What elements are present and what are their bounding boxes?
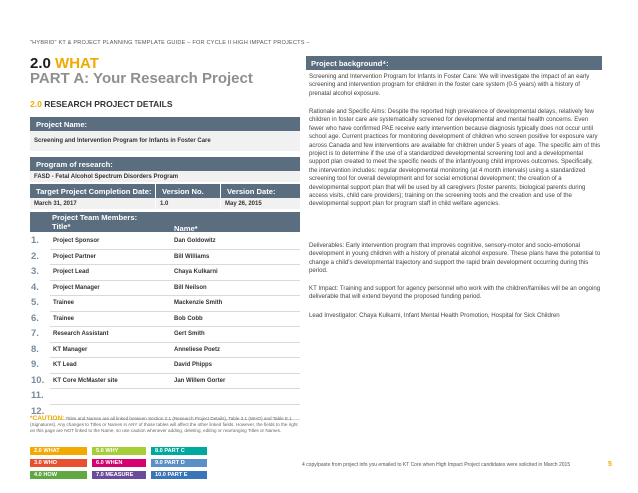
caution-text: Titles and Names are all linked between Section 2.1 (Research Project Details), Table 3.1 (WHO) and Table E.1 (Signatures). Any changes to Titles or Names in ANY of those tables will affect the other linked fields. However, the fields to the right on this page are NOT linked to the Name, so use caution whenever adding, deleting, editing or rearranging Titles or Names. (30, 416, 298, 433)
team-row-number: 7. (31, 328, 39, 339)
team-member-name[interactable]: Bob Cobb (174, 315, 203, 322)
team-header-label: Project Team Members: (52, 213, 138, 222)
section-title: RESEARCH PROJECT DETAILS (44, 99, 173, 109)
program-field[interactable]: FASD - Fetal Alcohol Spectrum Disorders Program (30, 171, 300, 183)
background-paragraph-5: Lead Investigator: Chaya Kulkarni, Infant Mental Health Promotion, Hospital for Sick Children (309, 312, 560, 319)
footnote: 4 copy/paste from project info you emailed to KT Core when High Impact Project candidates were solicited in March 2015 (302, 462, 571, 468)
nav-button[interactable]: 3.0 WHO (30, 459, 87, 467)
team-member-name[interactable]: Jan Willem Gorter (174, 377, 226, 384)
title-number: 2.0 (30, 55, 51, 72)
team-member-title[interactable]: KT Core McMaster site (53, 377, 118, 384)
nav-button[interactable]: 5.0 WHY (92, 447, 146, 455)
team-row-number: 2. (31, 250, 39, 262)
section-heading (30, 99, 173, 109)
team-member-name[interactable]: Chaya Kulkarni (174, 269, 218, 275)
team-member-name[interactable]: Bill Neilson (174, 284, 207, 291)
background-paragraph-4: KT Impact: Training and support for agency personnel who work with the children/families will be an ongoing deliverable that will extend beyond the proposed funding period. (309, 285, 601, 301)
completion-date-label: Target Project Completion Date: (30, 184, 155, 198)
nav-button[interactable]: 9.0 PART D (151, 459, 207, 467)
page-subtitle: PART A: Your Research Project (30, 70, 253, 87)
team-header (30, 212, 300, 232)
team-row-number: 4. (31, 281, 39, 293)
row-divider (50, 249, 300, 250)
team-member-title[interactable]: KT Manager (53, 346, 88, 353)
project-background-label: Project background⁴: (306, 56, 602, 70)
nav-button[interactable]: 7.0 MEASURE (92, 471, 146, 479)
row-divider (50, 326, 300, 327)
row-divider (50, 264, 300, 265)
version-field[interactable]: 1.0 (156, 198, 220, 210)
project-name-label: Project Name: (30, 117, 300, 131)
team-member-name[interactable]: Bill Williams (174, 253, 210, 260)
completion-date-field[interactable]: March 31, 2017 (30, 198, 155, 210)
team-member-name[interactable]: David Phipps (174, 362, 213, 368)
row-divider (50, 373, 300, 374)
title-word: WHAT (55, 55, 99, 72)
row-divider (50, 388, 300, 389)
version-date-field[interactable]: May 26, 2015 (221, 198, 300, 210)
background-paragraph-2: Rationale and Specific Aims: Despite the reported high prevalence of developmental delays, relatively few children in foster care are systematically screened for developmental and mental health concerns. Even fewer who have confirmed PAE receive early intervention because diagnosis typically does not occur until school age. Current practices for monitoring development of children who screen positive for exposure vary across Canada and few interventions are available for children under 5 years of age. The specific aim of this project is to determine if the use of a standardized developmental screening tool and a developmental support plan created to meet the specific needs of the infant/young child improves outcomes. Specifically, the intervention includes: regular developmental monitoring (at 4 month intervals) using a standardized screening tool for overall development and for social emotional development; the creation of a developmental support plan that will be used by all caregivers (foster parents, biological parents during access visits, child care providers); training on the screening tools and the creation and use of the developmental support plan for program staff in child welfare agencies. (309, 108, 601, 208)
version-date-label: Version Date: (221, 184, 300, 198)
team-row-number: 11. (31, 390, 44, 401)
team-row-number: 8. (31, 343, 39, 355)
team-member-title[interactable]: Project Sponsor (53, 238, 100, 244)
project-name-field[interactable]: Screening and Intervention Program for Infants in Foster Care (30, 131, 300, 152)
team-row-number: 9. (31, 359, 39, 370)
team-member-title[interactable]: Project Lead (53, 269, 90, 275)
team-member-title[interactable]: Project Manager (53, 284, 100, 291)
team-title-column-label: Title* (52, 222, 71, 231)
background-paragraph-3: Deliverables: Early intervention program that improves cognitive, sensory-motor and socio-emotional development in young children with a history of prenatal alcohol exposure. These plans have the potential to change a child's developmental trajectory and support the rapid brain development occurring during this period. (309, 242, 601, 275)
team-member-title[interactable]: Trainee (53, 315, 75, 322)
program-label: Program of research: (30, 157, 300, 171)
row-divider (50, 342, 300, 343)
team-member-title[interactable]: Research Assistant (53, 331, 109, 337)
team-row-number: 3. (31, 266, 39, 277)
team-member-title[interactable]: Trainee (53, 300, 75, 306)
document-header-line: "HYBRID" KT & PROJECT PLANNING TEMPLATE GUIDE – FOR CYCLE II HIGH IMPACT PROJECTS – (30, 40, 310, 46)
team-member-title[interactable]: KT Lead (53, 362, 77, 368)
team-member-name[interactable]: Gert Smith (174, 331, 205, 337)
team-member-name[interactable]: Dan Goldowitz (174, 238, 216, 244)
section-number: 2.0 (30, 99, 42, 109)
team-row-number: 10. (31, 374, 45, 386)
team-row-number: 12. (31, 405, 45, 417)
caution-note (30, 416, 300, 434)
team-row-number: 1. (31, 235, 39, 246)
team-name-column-label: Name* (174, 224, 198, 233)
team-row-number: 5. (31, 297, 39, 308)
row-divider (50, 295, 300, 296)
background-paragraph-1: Screening and Intervention Program for Infants in Foster Care: We will investigate the impact of an early screening and intervention program for children in the foster care system (0-5 years) with a history of prenatal alcohol exposure. (309, 73, 590, 97)
nav-button[interactable]: 4.0 HOW (30, 471, 87, 479)
nav-button[interactable]: 2.0 WHAT (30, 447, 87, 455)
row-divider (50, 311, 300, 312)
team-member-name[interactable]: Anneliese Poetz (174, 346, 221, 353)
row-divider (50, 404, 300, 405)
team-member-title[interactable]: Project Partner (53, 253, 97, 260)
nav-button[interactable]: 8.0 PART C (151, 447, 207, 455)
version-label: Version No. (156, 184, 220, 198)
team-member-name[interactable]: Mackenzie Smith (174, 300, 223, 306)
nav-button[interactable]: 10.0 PART E (151, 471, 207, 479)
row-divider (50, 280, 300, 281)
row-divider (50, 357, 300, 358)
caution-label: *CAUTION: (30, 415, 65, 422)
page-number: 5 (608, 461, 612, 468)
team-row-number: 6. (31, 312, 39, 324)
nav-button[interactable]: 6.0 WHEN (92, 459, 146, 467)
